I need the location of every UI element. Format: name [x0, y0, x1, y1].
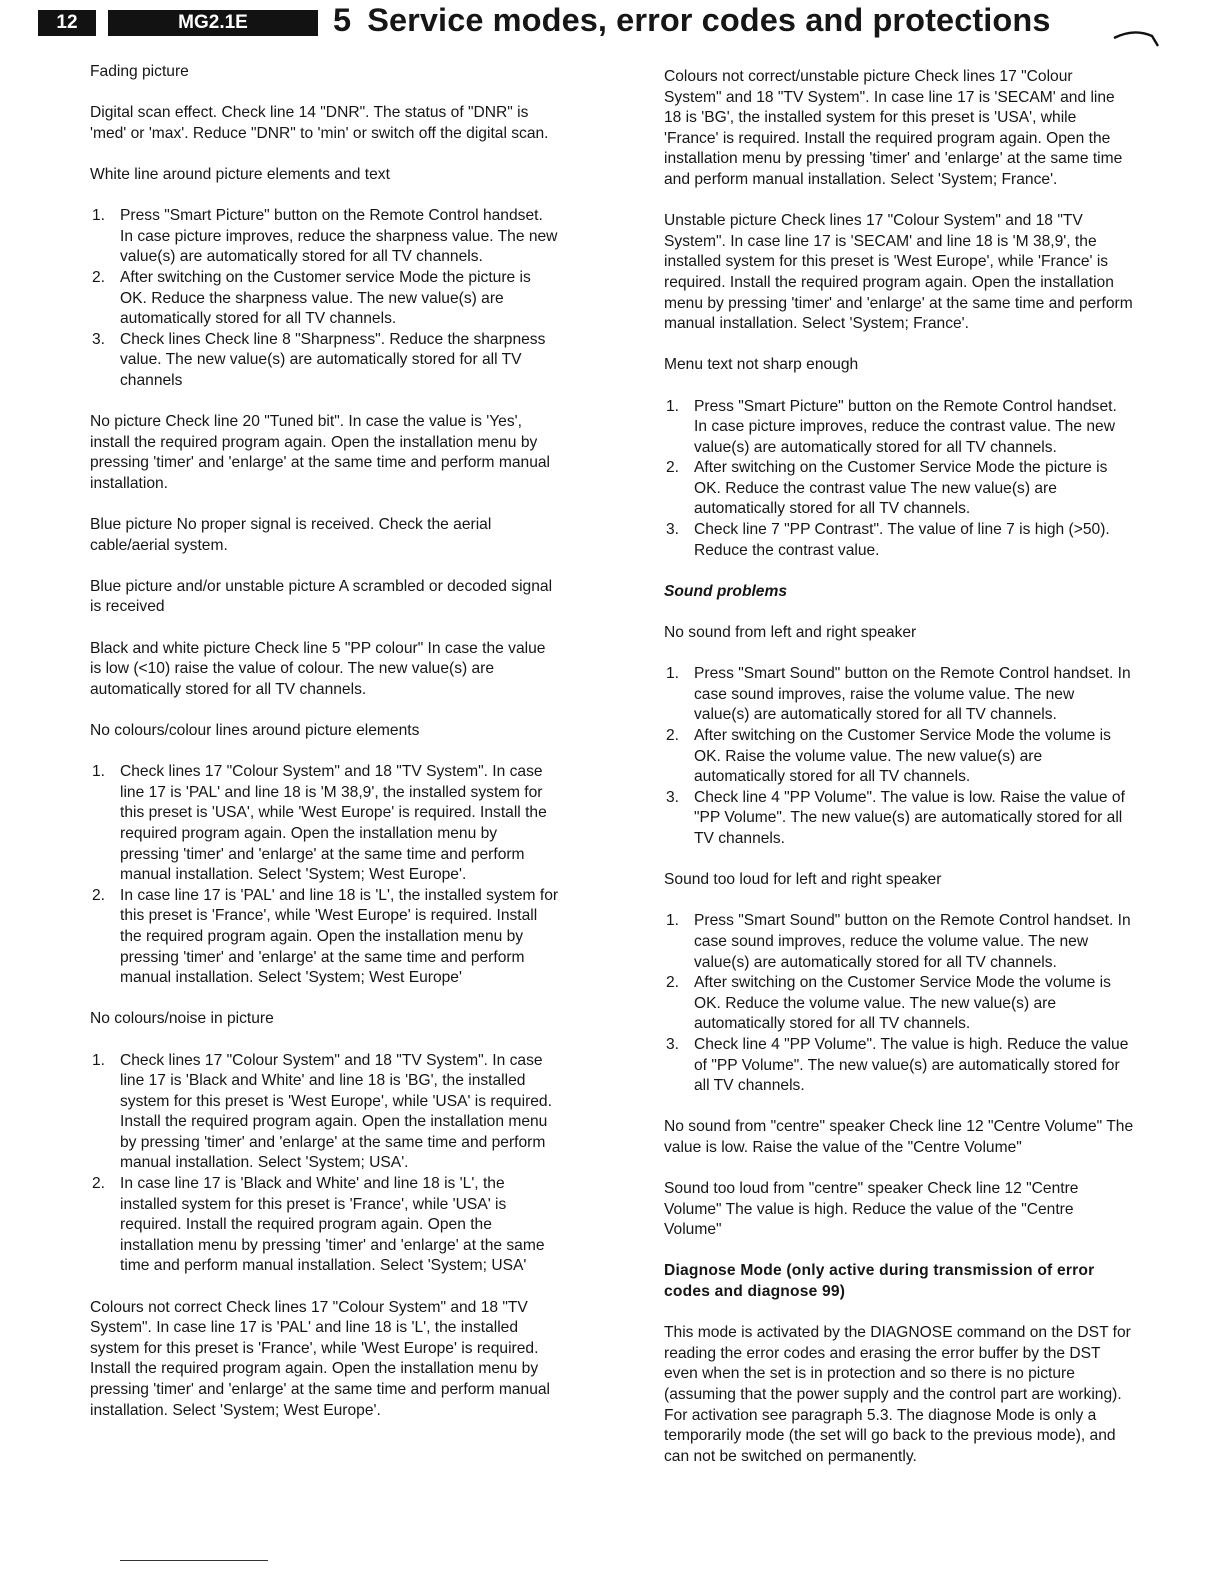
- list-number: 2.: [92, 268, 106, 286]
- list-item: [90, 268, 560, 330]
- fading-text: Digital scan effect. Check line 14 "DNR". The status of "DNR" is 'med' or 'max'. Reduce "DNR" to 'min' or switch off the digital scan.: [90, 104, 549, 142]
- black-white-text: Black and white picture Check line 5 "PP colour" In case the value is low (<10) raise the value of colour. The new value(s) are automatically stored for all TV channels.: [90, 639, 546, 698]
- list-item: [90, 206, 560, 268]
- no-sound-list: [664, 664, 1134, 849]
- list-text: Check line 4 "PP Volume". The value is low. Raise the value of "PP Volume". The new value(s) are automatically stored for all TV channels.: [694, 788, 1125, 847]
- list-number: 2.: [92, 1175, 106, 1193]
- list-number: 1.: [666, 397, 680, 415]
- list-text: After switching on the Customer service Mode the picture is OK. Reduce the sharpness value. The new value(s) are automatically stored for all TV channels.: [120, 268, 531, 328]
- list-text: After switching on the Customer Service Mode the volume is OK. Reduce the volume value. The new value(s) are automatically stored for all TV channels.: [694, 974, 1111, 1033]
- list-number: 1.: [92, 207, 106, 225]
- chapter-title-text: Service modes, error codes and protections: [367, 2, 1051, 38]
- list-number: 1.: [666, 912, 680, 930]
- fading-heading: Fading picture: [90, 63, 189, 80]
- list-item: [664, 788, 1134, 850]
- list-text: Check line 4 "PP Volume". The value is high. Reduce the value of "PP Volume". The new value(s) are automatically stored for all TV channels.: [694, 1035, 1129, 1095]
- list-text: Press "Smart Sound" button on the Remote Control handset. In case sound improves, raise the volume value. The new value(s) are automatically stored for all TV channels.: [694, 665, 1131, 724]
- list-text: In case line 17 is 'PAL' and line 18 is 'L', the installed system for this preset is 'France', while 'West Europe' is required. Install the required program again. Open the installation menu by pressing 'timer' and 'enlarge' at the same time and perform manual installation. Select 'System; West Europe': [120, 886, 559, 987]
- list-number: 1.: [92, 1051, 106, 1069]
- list-number: 2.: [92, 886, 106, 904]
- list-text: After switching on the Customer Service Mode the picture is OK. Reduce the contrast value The new value(s) are automatically stored for all TV channels.: [694, 459, 1108, 518]
- page-header: [38, 2, 1178, 42]
- blue-unstable-text: Blue picture and/or unstable picture A scrambled or decoded signal is received: [90, 577, 553, 616]
- list-item: [90, 1051, 560, 1175]
- list-item: [664, 973, 1134, 1035]
- noise-list: [90, 1051, 560, 1278]
- list-item: [90, 330, 560, 392]
- list-number: 1.: [92, 763, 106, 781]
- list-number: 2.: [666, 974, 680, 992]
- blue-picture-text: Blue picture No proper signal is received. Check the aerial cable/aerial system.: [90, 516, 492, 554]
- white-line-heading: White line around picture elements and text: [90, 165, 390, 183]
- list-item: [664, 1035, 1134, 1097]
- too-loud-heading: Sound too loud for left and right speaker: [664, 871, 942, 889]
- menu-text-list: [664, 397, 1134, 562]
- diagnose-text: This mode is activated by the DIAGNOSE command on the DST for reading the error codes and erasing the error buffer by the DST even when the set is in protection and so there is no picture (assuming that the power supply and the control part are working). For activation see paragraph 5.3. The diagnose Mode is only a temporarily mode (the set will go back to the previous mode), and can not be switched on permanently.: [664, 1324, 1131, 1465]
- list-text: Press "Smart Picture" button on the Remote Control handset. In case picture improves, reduce the sharpness value. The new value(s) are automatically stored for all TV channels.: [120, 207, 558, 266]
- too-loud-list: [664, 911, 1134, 1096]
- list-item: [664, 911, 1134, 973]
- list-item: [664, 397, 1134, 459]
- list-item: [664, 458, 1134, 520]
- centre-no-sound-text: No sound from "centre" speaker Check line 12 "Centre Volume" The value is low. Raise the value of the "Centre Volume": [664, 1118, 1134, 1156]
- unstable-picture-text: Unstable picture Check lines 17 "Colour System" and 18 "TV System". In case line 17 is 'SECAM' and line 18 is 'M 38,9', the installed system for this preset is 'West Europe', while 'France' is required. Install the required program again. Open the installation menu by pressing 'timer' and 'enlarge' at the same time and perform manual installation. Select 'System; France'.: [664, 212, 1133, 333]
- no-sound-heading: No sound from left and right speaker: [664, 624, 917, 642]
- list-number: 3.: [92, 330, 106, 348]
- list-item: [664, 520, 1134, 561]
- noise-heading: No colours/noise in picture: [90, 1010, 274, 1028]
- list-text: Check lines 17 "Colour System" and 18 "TV System". In case line 17 is 'Black and White' and line 18 is 'BG', the installed system for this preset is 'West Europe', while 'USA' is required. Install the required program again. Open the installation menu by pressing 'timer' and 'enlarge' at the same time and perform manual installation. Select 'System; USA'.: [120, 1051, 552, 1172]
- list-number: 2.: [666, 459, 680, 477]
- sound-problems-heading: Sound problems: [664, 582, 788, 600]
- white-line-list: [90, 206, 560, 391]
- list-number: 1.: [666, 665, 680, 683]
- list-item: [90, 1174, 560, 1277]
- list-text: After switching on the Customer Service Mode the volume is OK. Raise the volume value. The new value(s) are automatically stored for all TV channels.: [694, 727, 1111, 786]
- list-text: In case line 17 is 'Black and White' and line 18 is 'L', the installed system for this preset is 'France', while 'USA' is required. Install the required program again. Open the installation menu by pressing 'timer' and 'enlarge' at the same time and perform manual installation. Select 'System; USA': [120, 1175, 545, 1275]
- colours-unstable-text: Colours not correct/unstable picture Check lines 17 "Colour System" and 18 "TV System". In case line 17 is 'SECAM' and line 18 is 'BG', the installed system for this preset is 'USA', while 'France' is required. Install the required program again. Open the installation menu by pressing 'timer' and 'enlarge' at the same time and perform manual installation. Select 'System; France'.: [664, 68, 1123, 188]
- chapter-number: 5: [333, 2, 352, 38]
- no-picture-text: No picture Check line 20 "Tuned bit". In case the value is 'Yes', install the required program again. Open the installation menu by pressing 'timer' and 'enlarge' at the same time and perform manual installation.: [90, 413, 551, 492]
- list-number: 3.: [666, 788, 680, 806]
- list-number: 3.: [666, 1035, 680, 1053]
- list-text: Check lines 17 "Colour System" and 18 "TV System". In case line 17 is 'PAL' and line 18 is 'M 38,9', the installed system for this preset is 'USA', while 'West Europe' is required. Install the required program again. Open the installation menu by pressing 'timer' and 'enlarge' at the same time and perform manual installation. Select 'System; West Europe'.: [120, 763, 547, 884]
- list-number: 2.: [666, 727, 680, 744]
- list-text: Check line 7 "PP Contrast". The value of line 7 is high (>50). Reduce the contrast value.: [694, 521, 1110, 559]
- left-column: [90, 62, 560, 1421]
- no-colours-list: [90, 762, 560, 989]
- corner-mark-icon: [1112, 30, 1160, 50]
- list-item: [90, 762, 560, 886]
- menu-text-heading: Menu text not sharp enough: [664, 356, 859, 374]
- no-colours-heading: No colours/colour lines around picture elements: [90, 722, 420, 739]
- colours-not-correct-text: Colours not correct Check lines 17 "Colour System" and 18 "TV System". In case line 17 is 'PAL' and line 18 is 'L', the installed system for this preset is 'France', while 'West Europe' is required. Install the required program again. Open the installation menu by pressing 'timer' and 'enlarge' at the same time and perform manual installation. Select 'System; West Europe'.: [90, 1298, 551, 1419]
- chapter-title: [333, 2, 1051, 39]
- list-item: [90, 886, 560, 989]
- centre-too-loud-text: Sound too loud from "centre" speaker Check line 12 "Centre Volume" The value is high. Reduce the value of the "Centre Volume": [664, 1180, 1079, 1239]
- footer-underline: [120, 1560, 268, 1561]
- right-column: [664, 67, 1134, 1467]
- diagnose-heading: Diagnose Mode (only active during transmission of error codes and diagnose 99): [664, 1262, 1095, 1301]
- list-number: 3.: [666, 521, 680, 539]
- model-label: MG2.1E: [108, 10, 318, 36]
- list-text: Press "Smart Picture" button on the Remote Control handset. In case picture improves, reduce the contrast value. The new value(s) are automatically stored for all TV channels.: [694, 397, 1117, 456]
- list-text: Press "Smart Sound" button on the Remote Control handset. In case sound improves, reduce the volume value. The new value(s) are automatically stored for all TV channels.: [694, 912, 1131, 971]
- page-number: 12: [38, 10, 96, 36]
- list-item: [664, 664, 1134, 726]
- list-text: Check lines Check line 8 "Sharpness". Reduce the sharpness value. The new value(s) are automatically stored for all TV channels: [120, 330, 546, 389]
- list-item: [664, 726, 1134, 788]
